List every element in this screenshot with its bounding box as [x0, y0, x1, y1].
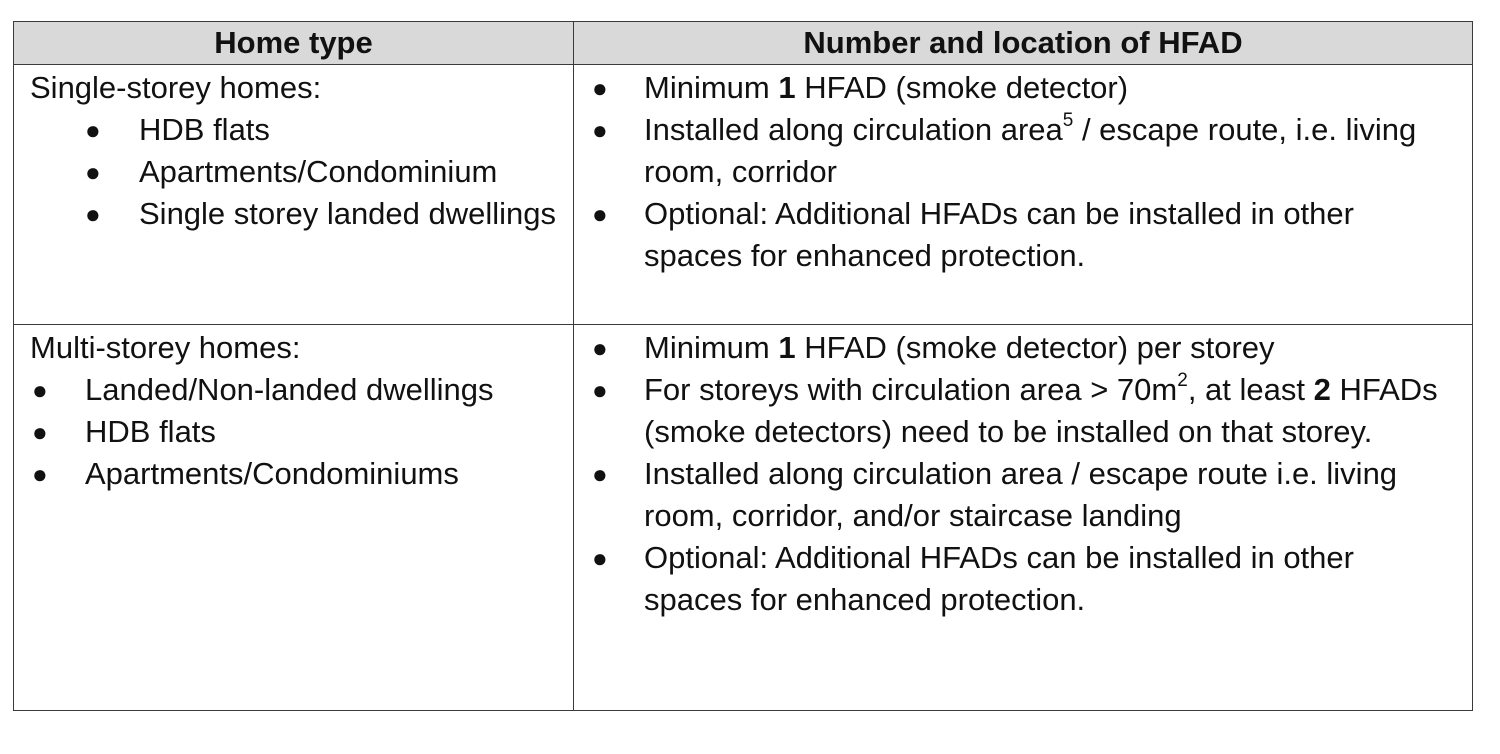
footnote-ref: 5	[1062, 109, 1074, 131]
home-type-list	[30, 369, 559, 495]
home-type-list	[30, 109, 559, 235]
hfad-requirements-table	[13, 21, 1473, 711]
list-item: ● HDB flats	[30, 411, 559, 453]
list-item: ● HDB flats	[30, 109, 559, 151]
requirements-cell	[574, 325, 1473, 711]
list-item: ● Apartments/Condominiums	[30, 453, 559, 495]
list-item: ● Single storey landed dwellings	[30, 193, 559, 235]
requirements-list	[588, 327, 1456, 621]
bullet-icon: ●	[85, 199, 101, 229]
home-type-cell	[14, 325, 574, 711]
table-header-row	[14, 22, 1473, 65]
header-home-type: Home type	[14, 22, 574, 65]
header-number-location: Number and location of HFAD	[574, 22, 1473, 65]
list-item: ● Minimum 1 HFAD (smoke detector) per storey	[588, 327, 1456, 369]
bullet-icon: ●	[32, 417, 48, 447]
requirements-cell	[574, 65, 1473, 325]
bullet-icon: ●	[592, 73, 608, 103]
bullet-icon: ●	[592, 375, 608, 405]
table-row	[14, 65, 1473, 325]
list-item: ● Optional: Additional HFADs can be installed in other spaces for enhanced protection.	[588, 537, 1456, 621]
bullet-icon: ●	[592, 199, 608, 229]
bullet-icon: ●	[85, 115, 101, 145]
superscript: 2	[1177, 369, 1188, 391]
table-row	[14, 325, 1473, 711]
list-item: ● Landed/Non-landed dwellings	[30, 369, 559, 411]
bullet-icon: ●	[32, 375, 48, 405]
home-type-heading: Single-storey homes:	[30, 70, 322, 105]
requirements-list	[588, 67, 1456, 277]
home-type-heading: Multi-storey homes:	[30, 330, 301, 365]
bullet-icon: ●	[32, 459, 48, 489]
list-item: ● Optional: Additional HFADs can be installed in other spaces for enhanced protection.	[588, 193, 1456, 277]
list-item: ● Installed along circulation area$^5$ / escape route, i.e. living room, corridor	[592, 109, 1417, 189]
list-item: ● Apartments/Condominium	[30, 151, 559, 193]
home-type-cell	[14, 65, 574, 325]
bullet-icon: ●	[592, 115, 608, 145]
list-item: ● For storeys with circulation area > $70m^2$, at least 2 HFADs (smoke detectors) need to be installed on that storey.	[592, 369, 1438, 449]
bullet-icon: ●	[592, 333, 608, 363]
bullet-icon: ●	[85, 157, 101, 187]
bullet-icon: ●	[592, 543, 608, 573]
list-item: ● Installed along circulation area / escape route i.e. living room, corridor, and/or staircase landing	[588, 453, 1456, 537]
list-item: ● Minimum 1 HFAD (smoke detector)	[588, 67, 1456, 109]
bullet-icon: ●	[592, 459, 608, 489]
